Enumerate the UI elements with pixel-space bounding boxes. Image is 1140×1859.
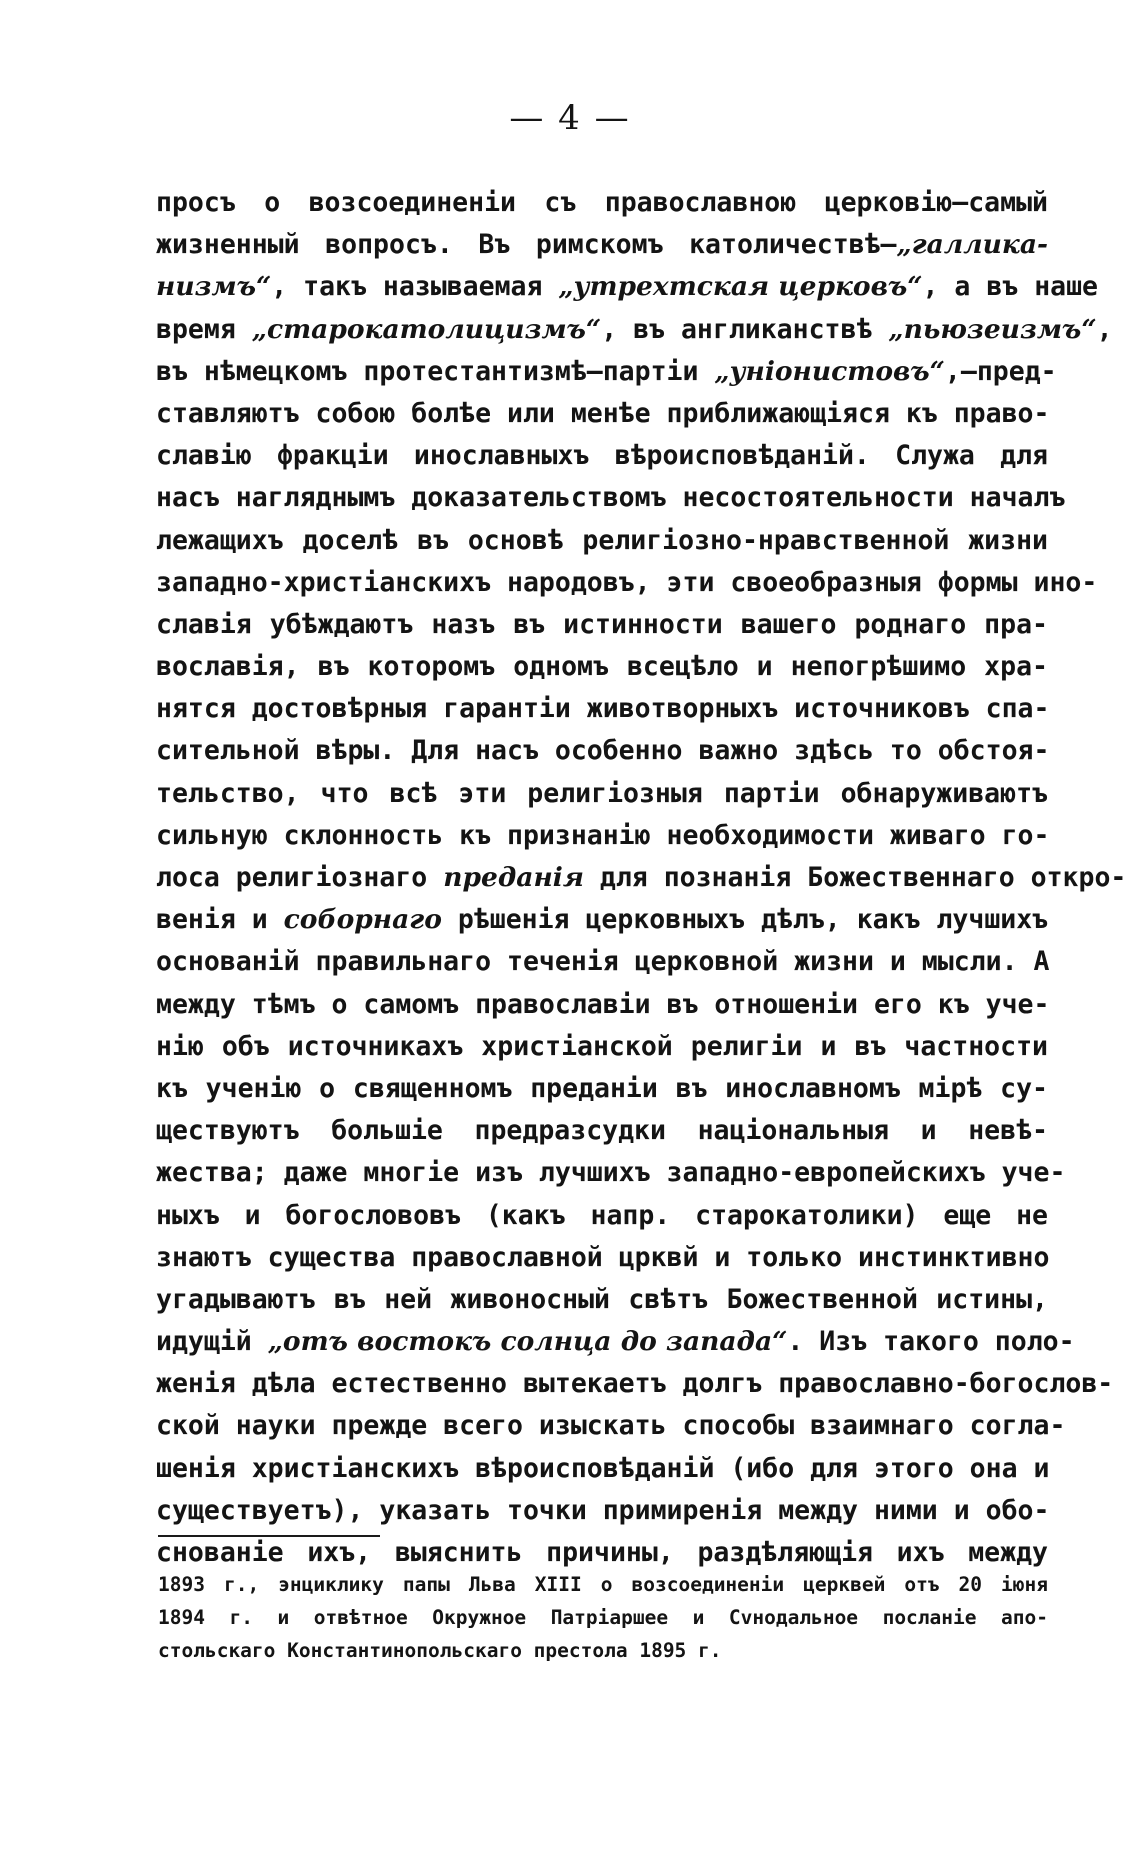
text-segment: жества; даже многіе изъ лучшихъ западно-европейскихъ уче-	[156, 1157, 1066, 1189]
text-segment: лежащихъ доселѣ въ основѣ религіозно-нравственной жизни	[156, 524, 1048, 556]
text-line	[156, 1490, 1048, 1532]
text-line	[156, 393, 1048, 435]
text-segment: венія и	[156, 904, 284, 936]
text-segment: вославія, въ которомъ одномъ всецѣло и непогрѣшимо хра-	[156, 651, 1048, 683]
text-line	[156, 224, 1048, 266]
text-segment: ныхъ и богослововъ (какъ напр. старокатолики) еще не	[156, 1199, 1048, 1231]
italic-text-segment: „галлика-	[896, 229, 1048, 261]
text-segment: въ нѣмецкомъ протестантизмѣ—партіи	[156, 355, 715, 387]
italic-text-segment: „отъ востокъ солнца до запада“	[267, 1326, 788, 1358]
text-line	[156, 309, 1113, 351]
text-segment: женія дѣла естественно вытекаетъ долгъ православно-богослов-	[156, 1368, 1114, 1400]
text-line	[156, 1448, 1048, 1490]
text-line	[156, 351, 1057, 393]
footnote-line: стольскаго Константинопольскаго престола 1895 г.	[158, 1639, 722, 1662]
text-line	[156, 435, 1048, 477]
text-line	[156, 562, 1098, 604]
text-line	[156, 646, 1048, 688]
text-line	[156, 1237, 1048, 1279]
text-segment: тельство, что всѣ эти религіозныя партіи обнаруживаютъ	[156, 777, 1048, 809]
italic-text-segment: низмъ“	[156, 271, 272, 303]
main-text-block	[156, 182, 1127, 1574]
text-line	[156, 815, 1048, 857]
text-line	[156, 1279, 1048, 1321]
italic-text-segment: „утрехтская церковъ“	[558, 271, 923, 303]
text-segment: просъ о возсоединеніи съ православною церковію—самый	[156, 187, 1048, 218]
text-line	[156, 984, 1048, 1026]
text-line	[156, 773, 1048, 815]
text-segment: , въ англиканствѣ	[601, 313, 889, 345]
text-segment: ской науки прежде всего изыскать способы взаимнаго согла-	[156, 1410, 1066, 1442]
text-segment: идущій	[156, 1326, 268, 1358]
text-segment: сительной вѣры. Для насъ особенно важно здѣсь то обстоя-	[156, 735, 1050, 767]
text-line	[156, 604, 1048, 646]
text-line	[156, 1195, 1048, 1237]
text-segment: , а въ наше	[922, 271, 1099, 303]
text-line	[156, 688, 1048, 730]
text-line	[156, 1068, 1048, 1110]
italic-text-segment: преданія	[443, 862, 584, 893]
footnote-line: 1894 г. и отвѣтное Окружное Патріаршее и Сvнодальное посланіе апо-	[158, 1606, 1048, 1629]
page-number: — 4 —	[509, 98, 631, 138]
footnote-block	[158, 1568, 1048, 1667]
text-line	[156, 182, 1048, 224]
text-segment: снованіе ихъ, выяснить причины, раздѣляющія ихъ между	[156, 1537, 1048, 1568]
text-line	[156, 899, 1048, 941]
text-line	[156, 857, 1127, 899]
italic-text-segment: „старокатолицизмъ“	[251, 313, 602, 345]
text-segment: ,	[1096, 313, 1113, 345]
text-segment: ставляютъ собою болѣе или менѣе приближающіяся къ право-	[156, 397, 1050, 429]
text-segment: славію фракціи инославныхъ вѣроисповѣданій. Служа для	[156, 440, 1048, 472]
text-segment: къ ученію о священномъ преданіи въ инославномъ мірѣ су-	[156, 1072, 1048, 1104]
text-segment: для познанія Божественнаго откро-	[583, 862, 1127, 893]
text-segment: знаютъ существа православной црквй и только инстинктивно	[156, 1241, 1050, 1273]
text-line	[156, 1363, 1114, 1405]
text-segment: жизненный вопросъ. Въ римскомъ католичествѣ—	[156, 229, 897, 261]
text-segment: . Изъ такого поло-	[787, 1326, 1075, 1358]
text-segment: шенія христіанскихъ вѣроисповѣданій (ибо для этого она и	[156, 1452, 1050, 1484]
text-line	[156, 1110, 1048, 1152]
text-segment: славія убѣждаютъ назъ въ истинности вашего роднаго пра-	[156, 608, 1048, 640]
text-segment: , такъ называемая	[271, 271, 559, 303]
text-line	[156, 266, 1099, 308]
text-line	[156, 1152, 1066, 1194]
text-segment: время	[156, 313, 252, 345]
text-segment: существуетъ), указать точки примиренія между ними и обо-	[156, 1494, 1050, 1526]
text-segment: западно-христіанскихъ народовъ, эти своеобразныя формы ино-	[156, 566, 1098, 598]
text-segment: между тѣмъ о самомъ православіи въ отношеніи его къ уче-	[156, 988, 1050, 1020]
text-line	[156, 520, 1048, 562]
italic-text-segment: соборнаго	[283, 904, 442, 936]
footnote-line: 1893 г., энциклику папы Льва XIII о возсоединеніи церквей отъ 20 іюня	[158, 1573, 1048, 1596]
text-segment: угадываютъ въ ней живоносный свѣтъ Божественной истины,	[156, 1283, 1048, 1315]
italic-text-segment: „пьюзеизмъ“	[888, 313, 1097, 345]
footnote-separator-rule	[158, 1535, 380, 1537]
text-segment: лоса религіознаго	[156, 862, 444, 893]
text-line	[156, 730, 1048, 772]
text-segment: насъ нагляднымъ доказательствомъ несостоятельности началъ	[156, 482, 1066, 514]
text-segment: рѣшенія церковныхъ дѣлъ, какъ лучшихъ	[441, 904, 1049, 936]
text-line	[156, 1405, 1066, 1447]
text-segment: ществуютъ большіе предразсудки національныя и невѣ-	[156, 1115, 1048, 1147]
text-segment: сильную склонность къ признанію необходимости живаго го-	[156, 819, 1050, 851]
text-segment: основаній правильнаго теченія церковной жизни и мысли. А	[156, 946, 1050, 978]
text-line	[156, 1026, 1048, 1068]
text-line	[156, 941, 1048, 983]
text-segment: нію объ источникахъ христіанской религіи и въ частности	[156, 1030, 1048, 1062]
text-line	[156, 477, 1066, 519]
text-segment: нятся достовѣрныя гарантіи животворныхъ источниковъ спа-	[156, 693, 1050, 725]
italic-text-segment: „уніонистовъ“	[714, 355, 945, 387]
text-line	[156, 1321, 1075, 1363]
text-segment: ,—пред-	[944, 355, 1057, 387]
